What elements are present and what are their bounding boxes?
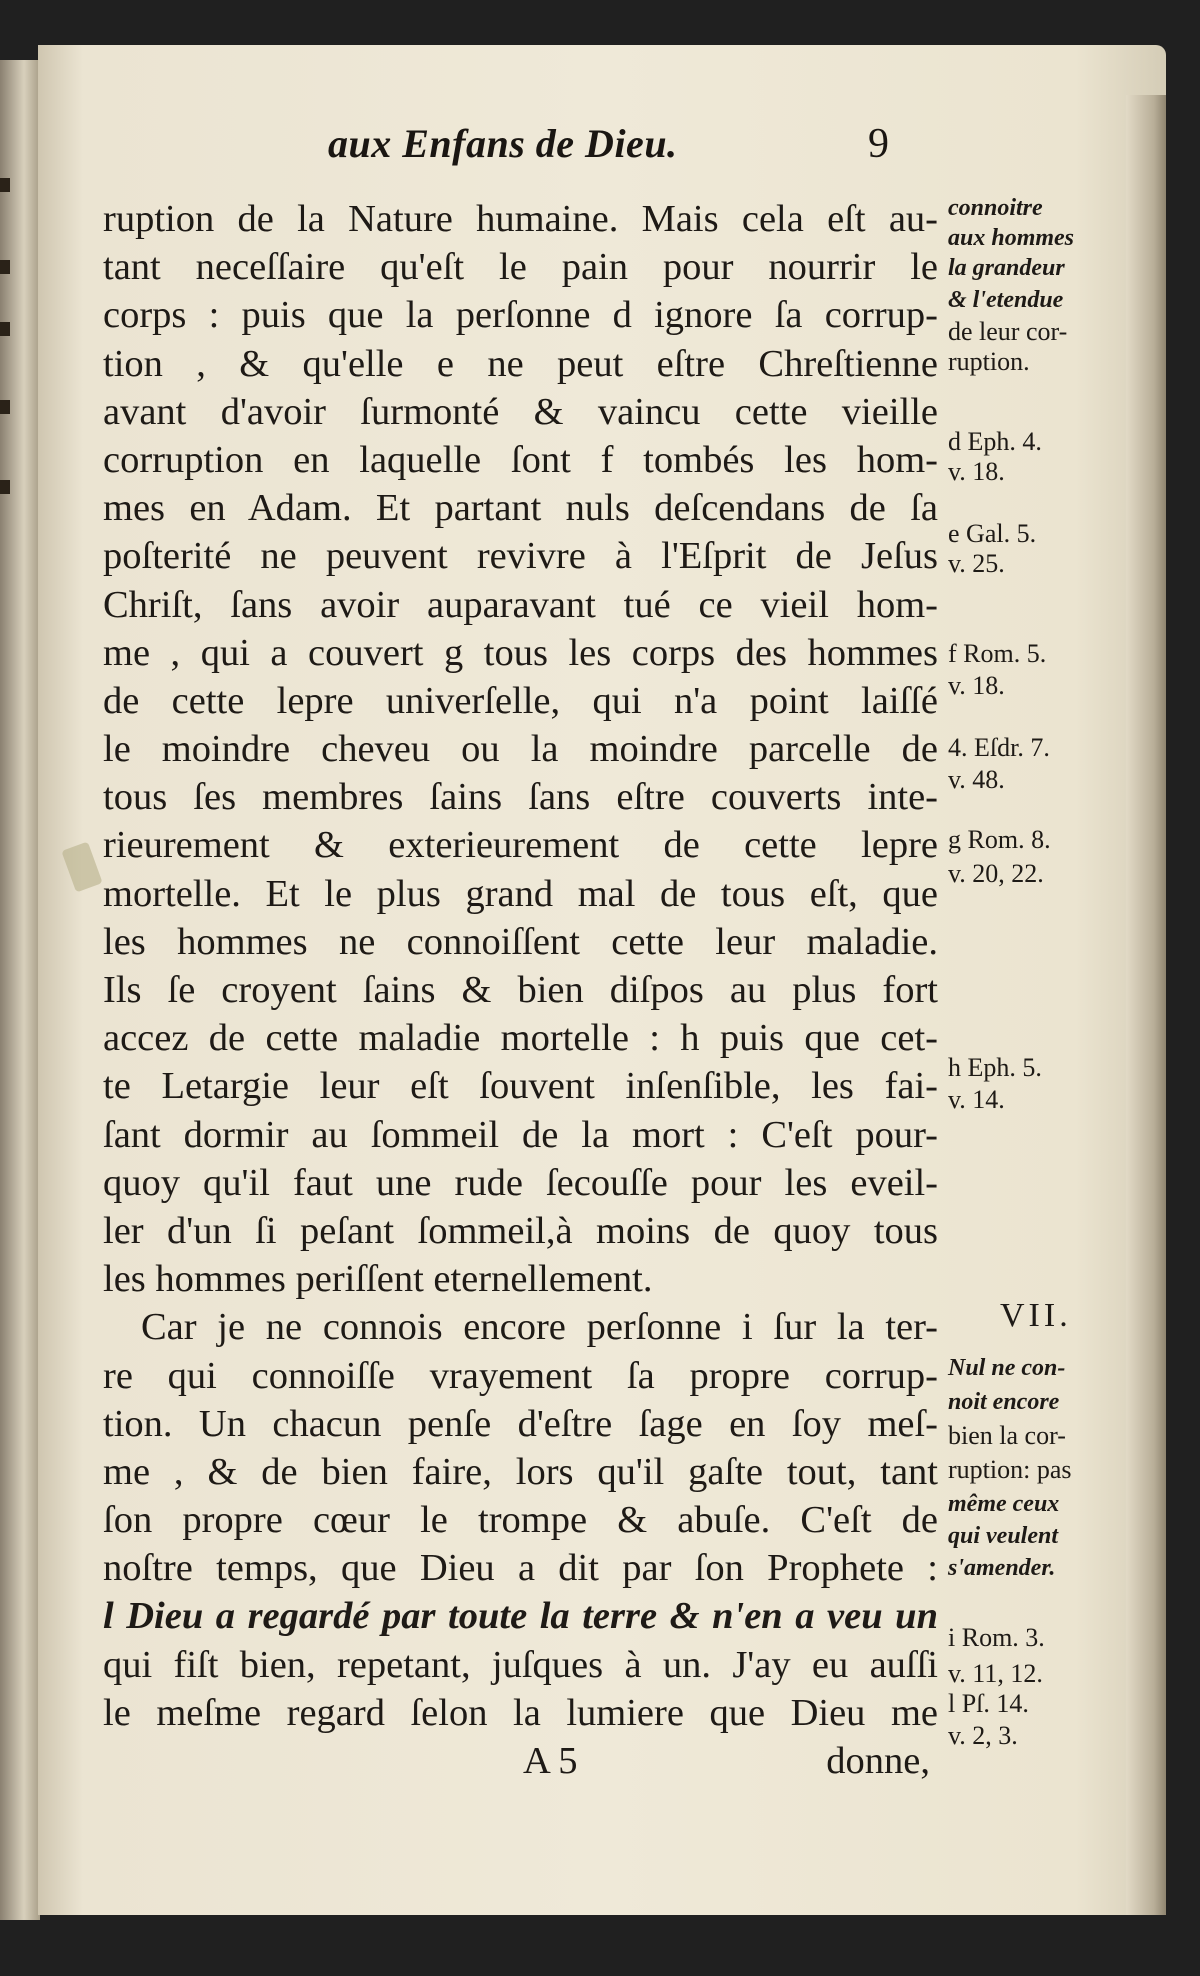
margin-note: qui veulent	[948, 1523, 1059, 1549]
text-line: le moindre cheveu ou la moindre parcelle de	[103, 728, 938, 771]
text-line: ſant dormir au ſommeil de la mort : C'eſt pour-	[103, 1113, 938, 1156]
signature-mark: A 5	[523, 1740, 578, 1782]
text-line: ruption de la Nature humaine. Mais cela eſt au-	[103, 198, 938, 240]
ink-mark	[0, 260, 10, 274]
text-line-italic: l Dieu a regardé par toute la terre & n'en a veu un	[103, 1595, 938, 1638]
margin-note: v. 2, 3.	[948, 1721, 1018, 1750]
section-number: VII.	[1000, 1297, 1072, 1334]
running-head	[38, 120, 1166, 180]
running-head-title: aux Enfans de Dieu.	[328, 121, 678, 166]
ink-mark	[0, 400, 10, 414]
book-page	[38, 45, 1166, 1915]
text-line: Car je ne connois encore perſonne i ſur la ter-	[141, 1306, 938, 1349]
margin-note: noit encore	[948, 1389, 1060, 1415]
text-line: tion , & qu'elle e ne peut eſtre Chreſtienne	[103, 342, 938, 385]
margin-note: connoitre	[948, 195, 1043, 221]
left-page-edge	[0, 60, 40, 1920]
margin-note: de leur cor-	[948, 317, 1068, 346]
text-line: avant d'avoir ſurmonté & vaincu cette vieille	[103, 390, 938, 433]
margin-note: bien la cor-	[948, 1421, 1066, 1450]
text-line: poſterité ne peuvent revivre à l'Eſprit de Jeſus	[103, 535, 938, 578]
text-line: ſon propre cœur le trompe & abuſe. C'eſt de	[103, 1499, 938, 1542]
ink-mark	[0, 480, 10, 494]
text-line: noſtre temps, que Dieu a dit par ſon Prophete :	[103, 1547, 938, 1590]
margin-note: d Eph. 4.	[948, 427, 1042, 456]
catchword: donne,	[826, 1740, 930, 1782]
margin-note: v. 48.	[948, 765, 1005, 794]
text-line: mes en Adam. Et partant nuls deſcendans de ſa	[103, 487, 938, 530]
text-line: re qui connoiſſe vrayement ſa propre corrup-	[103, 1354, 938, 1397]
margin-note: 4. Eſdr. 7.	[948, 733, 1050, 762]
margin-note: Nul ne con-	[948, 1355, 1066, 1381]
text-line: de cette lepre univerſelle, qui n'a point laiſſé	[103, 679, 938, 722]
text-line: accez de cette maladie mortelle : h puis que cet-	[103, 1017, 938, 1060]
text-line: les hommes periſſent eternellement.	[103, 1258, 653, 1301]
text-line: tant neceſſaire qu'eſt le pain pour nourrir le	[103, 246, 938, 289]
page-number: 9	[868, 121, 889, 167]
text-line: rieurement & exterieurement de cette lepre	[103, 824, 938, 867]
margin-note: v. 14.	[948, 1085, 1005, 1114]
page-edge-shadow	[1126, 95, 1166, 1915]
margin-note: ruption: pas	[948, 1455, 1072, 1484]
main-text	[103, 195, 938, 1785]
text-line: te Letargie leur eſt ſouvent inſenſible, les fai-	[103, 1065, 938, 1108]
margin-note: g Rom. 8.	[948, 825, 1051, 854]
text-line: Ils ſe croyent ſains & bien diſpos au plus fort	[103, 969, 938, 1011]
margin-note: h Eph. 5.	[948, 1053, 1042, 1082]
margin-note: même ceux	[948, 1491, 1060, 1517]
ink-mark	[0, 322, 10, 336]
margin-note: v. 20, 22.	[948, 859, 1044, 888]
ink-mark	[0, 178, 10, 192]
text-line: quoy qu'il faut une rude ſecouſſe pour les eveil-	[103, 1161, 938, 1204]
margin-note: f Rom. 5.	[948, 639, 1047, 668]
text-line: tion. Un chacun penſe d'eſtre ſage en ſoy meſ-	[103, 1402, 938, 1445]
text-line: le meſme regard ſelon la lumiere que Dieu me	[103, 1691, 938, 1734]
text-line: me , qui a couvert g tous les corps des hommes	[103, 631, 938, 674]
margin-note: s'amender.	[948, 1555, 1056, 1581]
margin-note: l Pſ. 14.	[948, 1689, 1029, 1718]
margin-note: & l'etendue	[948, 287, 1064, 313]
text-line: tous ſes membres ſains ſans eſtre couverts inte-	[103, 776, 938, 819]
text-line: les hommes ne connoiſſent cette leur maladie.	[103, 920, 938, 963]
margin-note: la grandeur	[948, 255, 1065, 281]
margin-note: ruption.	[948, 347, 1030, 376]
text-line: me , & de bien faire, lors qu'il gaſte tout, tant	[103, 1450, 938, 1493]
margin-note: v. 18.	[948, 457, 1005, 486]
text-line: corruption en laquelle ſont f tombés les hom-	[103, 438, 938, 481]
paper-stain	[61, 842, 102, 893]
catch-line	[103, 1737, 938, 1785]
margin-note: e Gal. 5.	[948, 519, 1037, 548]
text-line: qui fiſt bien, repetant, juſques à un. J'ay eu auſſi	[103, 1643, 938, 1686]
margin-note: v. 18.	[948, 671, 1005, 700]
margin-note: i Rom. 3.	[948, 1623, 1045, 1652]
text-line: mortelle. Et le plus grand mal de tous eſt, que	[103, 872, 938, 915]
margin-note: aux hommes	[948, 225, 1075, 251]
text-line: ler d'un ſi peſant ſommeil,à moins de quoy tous	[103, 1209, 938, 1252]
margin-note: v. 25.	[948, 549, 1005, 578]
margin-note: v. 11, 12.	[948, 1659, 1043, 1688]
text-line: Chriſt, ſans avoir auparavant tué ce vieil hom-	[103, 583, 938, 626]
text-line: corps : puis que la perſonne d ignore ſa corrup-	[103, 294, 938, 337]
